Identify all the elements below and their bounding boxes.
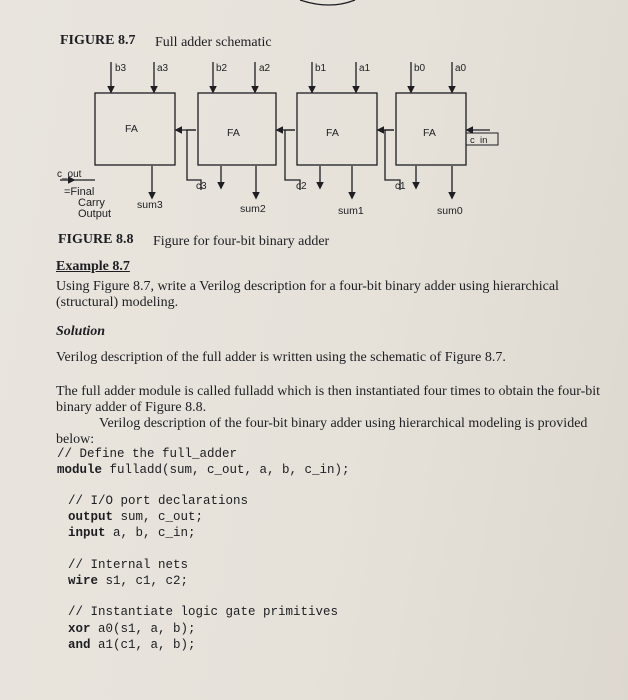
label-a1: a1 — [359, 63, 371, 74]
code-xor-line — [68, 621, 196, 637]
c-out-label: c_out — [57, 169, 82, 180]
fa-label-3: FA — [125, 123, 138, 135]
four-bit-adder-schematic — [0, 0, 628, 245]
solution-paragraph-1: Verilog description of the full adder is written using the schematic of Figure 8.7. — [56, 350, 506, 365]
code-input-line — [68, 525, 196, 541]
code-wire-line — [68, 573, 188, 589]
label-a3: a3 — [157, 63, 169, 74]
and-instance: a1(c1, a, b); — [90, 638, 196, 652]
label-b0: b0 — [414, 63, 426, 74]
fa-label-0: FA — [423, 127, 436, 139]
sum1-label: sum1 — [338, 205, 364, 217]
solution-heading: Solution — [56, 324, 106, 339]
figure-8-7-caption: Full adder schematic — [155, 35, 272, 50]
keyword-wire: wire — [68, 574, 99, 588]
code-and-line — [68, 637, 196, 653]
example-title: Example 8.7 — [56, 259, 130, 274]
c-in-label: c_in — [470, 135, 488, 146]
sum0-label: sum0 — [437, 205, 463, 217]
keyword-and: and — [68, 638, 91, 652]
code-comment-nets: // Internal nets — [68, 558, 189, 572]
final-carry-line-3: Output — [78, 208, 112, 220]
code-comment-define: // Define the full_adder — [57, 447, 238, 461]
code-module-line — [57, 462, 350, 478]
final-carry-line-2: Carry — [78, 197, 105, 209]
label-a2: a2 — [259, 63, 271, 74]
wire-nets: s1, c1, c2; — [98, 574, 189, 588]
carry-label-c1: c1 — [395, 181, 406, 192]
label-b2: b2 — [216, 63, 228, 74]
output-ports: sum, c_out; — [113, 510, 204, 524]
figure-8-8-caption: Figure for four-bit binary adder — [153, 234, 330, 249]
label-a0: a0 — [455, 63, 467, 74]
keyword-module: module — [57, 463, 103, 477]
final-carry-line-1: =Final — [64, 186, 95, 198]
label-b1: b1 — [315, 63, 327, 74]
fa-label-2: FA — [227, 127, 240, 139]
module-signature: fulladd(sum, c_out, a, b, c_in); — [102, 463, 350, 477]
keyword-xor: xor — [68, 622, 91, 636]
keyword-input: input — [68, 526, 106, 540]
code-output-line — [68, 509, 203, 525]
previous-figure-fragment — [300, 0, 355, 5]
carry-label-c2: c2 — [296, 181, 307, 192]
input-ports: a, b, c_in; — [105, 526, 196, 540]
solution-paragraph-2: The full adder module is called fulladd which is then instantiated four times to obtain the four-bit binary adder of Figure 8.8. — [56, 384, 601, 415]
figure-8-7-label: FIGURE 8.7 — [60, 33, 136, 48]
code-comment-instantiate: // Instantiate logic gate primitives — [68, 605, 339, 619]
keyword-output: output — [68, 510, 114, 524]
example-text: Using Figure 8.7, write a Verilog description for a four-bit binary adder using hierarchical (structural) modeling. — [56, 279, 559, 310]
sum3-label: sum3 — [137, 199, 163, 211]
sum2-label: sum2 — [240, 203, 266, 215]
figure-8-8-label: FIGURE 8.8 — [58, 232, 134, 247]
carry-label-c3: c3 — [196, 181, 207, 192]
solution-paragraph-3: Verilog description of the four-bit binary adder using hierarchical modeling is provided below: — [56, 416, 588, 447]
fa-label-1: FA — [326, 127, 339, 139]
code-comment-io: // I/O port declarations — [68, 494, 249, 508]
xor-instance: a0(s1, a, b); — [90, 622, 196, 636]
label-b3: b3 — [115, 63, 127, 74]
